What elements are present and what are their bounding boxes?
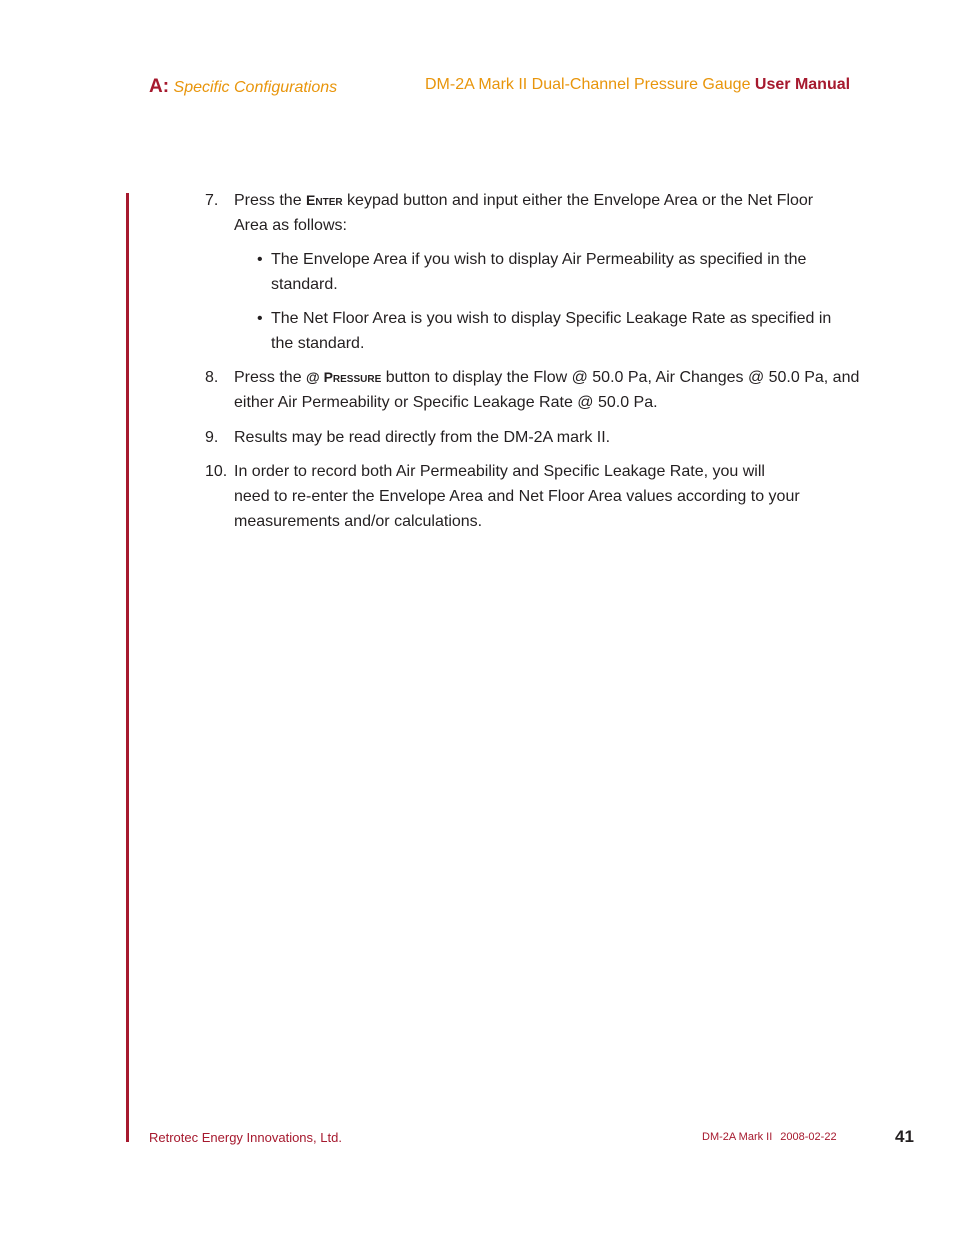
header-chapter (149, 76, 337, 98)
footer-model-date (702, 1131, 837, 1143)
doc-title: DM-2A Mark II Dual-Channel Pressure Gauge (425, 76, 751, 93)
bullet-icon: • (257, 251, 263, 268)
step-number: 9. (205, 429, 219, 446)
bullet-text: The Envelope Area if you wish to display Air Permeability as specified in the (271, 251, 807, 268)
pressure-key-label: @ Pressure (306, 369, 382, 385)
step-text: Press the Enter keypad button and input either the Envelope Area or the Net Floor (234, 192, 814, 209)
step-text-line2: need to re-enter the Envelope Area and Net Floor Area values according to your (234, 488, 800, 505)
footer-model: DM-2A Mark II (702, 1131, 773, 1143)
step-text: Results may be read directly from the DM-2A mark II. (234, 429, 611, 446)
footer-date: 2008-02-22 (780, 1131, 837, 1143)
step-text-line3: measurements and/or calculations. (234, 513, 483, 530)
enter-key-label: Enter (306, 192, 343, 208)
sidebar-rule (126, 193, 129, 1142)
step-text: Press the @ Pressure button to display the Flow @ 50.0 Pa, Air Changes @ 50.0 Pa, and (234, 369, 860, 386)
bullet-text-line2: standard. (271, 276, 338, 293)
step-text-line2: Area as follows: (234, 217, 347, 234)
step-number: 7. (205, 192, 219, 209)
chapter-letter: A: (149, 76, 170, 97)
manual-label: User Manual (754, 76, 851, 93)
bullet-text: The Net Floor Area is you wish to display Specific Leakage Rate as specified in (271, 310, 832, 327)
page-number: 41 (895, 1127, 914, 1146)
bullet-icon: • (257, 310, 263, 327)
footer-company: Retrotec Energy Innovations, Ltd. (149, 1130, 342, 1145)
step-number: 10. (205, 463, 228, 480)
step-text-line2: either Air Permeability or Specific Leakage Rate @ 50.0 Pa. (234, 394, 658, 411)
bullet-text-line2: the standard. (271, 335, 365, 352)
header-doc-title (425, 76, 850, 94)
chapter-title: Specific Configurations (173, 79, 338, 96)
step-number: 8. (205, 369, 219, 386)
step-text: In order to record both Air Permeability and Specific Leakage Rate, you will (234, 463, 765, 480)
